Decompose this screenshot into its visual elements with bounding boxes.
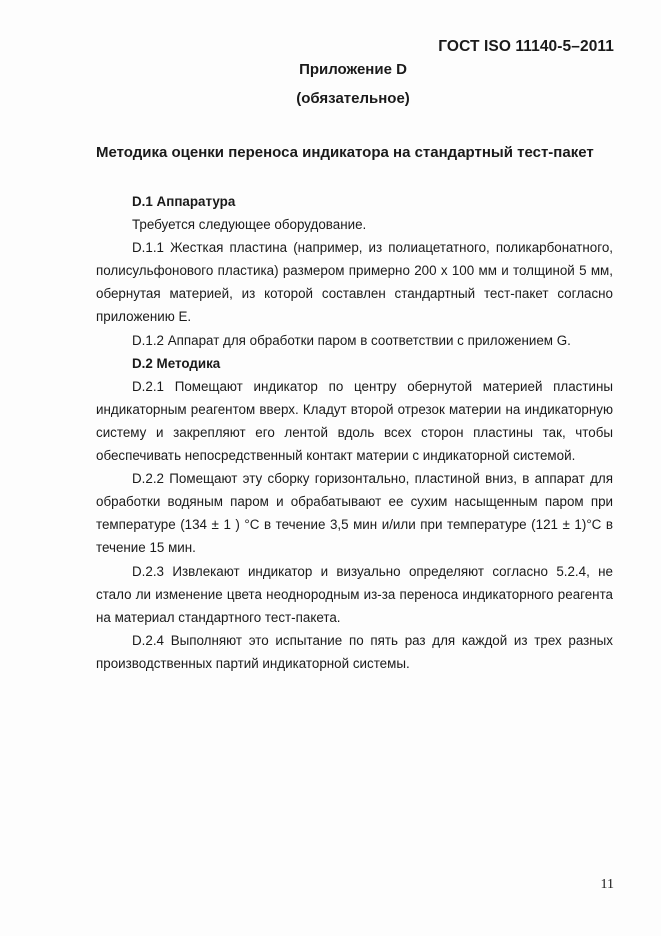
paragraph-d2-1: D.2.1 Помещают индикатор по центру обернутой материей пластины индикаторным реагентом вверх. Кладут второй отрезок материи на индикаторную систему и закрепляют его лентой вдоль всех сторон пластины так, чтобы обеспечивать непосредственный контакт материи с индикаторной системой. [96,378,613,464]
paragraph-equipment-intro: Требуется следующее оборудование. [132,217,367,233]
subsection-heading-d1: D.1 Аппаратура [132,194,236,209]
section-title: Методика оценки переноса индикатора на стандартный тест-пакет [96,144,594,161]
subsection-heading-d2: D.2 Методика [132,355,221,371]
page-number: 11 [600,877,614,892]
annex-status: (обязательное) [296,90,410,107]
paragraph-d1-2: D.1.2 Аппарат для обработки паром в соответствии с приложением G. [132,332,571,348]
paragraph-d1-1: D.1.1 Жесткая пластина (например, из полиацетатного, поликарбонатного, полисульфонового пластика) размером примерно 200 х 100 мм и толщиной 5 мм, обернутая материей, из которой составлен стандартный тест-пакет согласно приложению Е. [96,240,613,325]
body-text [96,190,613,675]
paragraph-d2-4: D.2.4 Выполняют это испытание по пять раз для каждой из трех разных производственных партий индикаторной системы. [96,632,613,671]
paragraph-d2-3: D.2.3 Извлекают индикатор и визуально определяют согласно 5.2.4, не стало ли изменение цвета неоднородным из-за переноса индикаторного реагента на материал стандартного тест-пакета. [96,563,613,625]
paragraph-d2-2: D.2.2 Помещают эту сборку горизонтально, пластиной вниз, в аппарат для обработки водяным паром и обрабатывают ее сухим насыщенным паром при температуре (134 ± 1 ) °С в течение 3,5 мин и/или при температуре (121 ± 1)°С в течение 15 мин. [96,471,613,556]
annex-title: Приложение D [299,61,407,78]
standard-code: ГОСТ ISO 11140-5–2011 [438,38,614,55]
